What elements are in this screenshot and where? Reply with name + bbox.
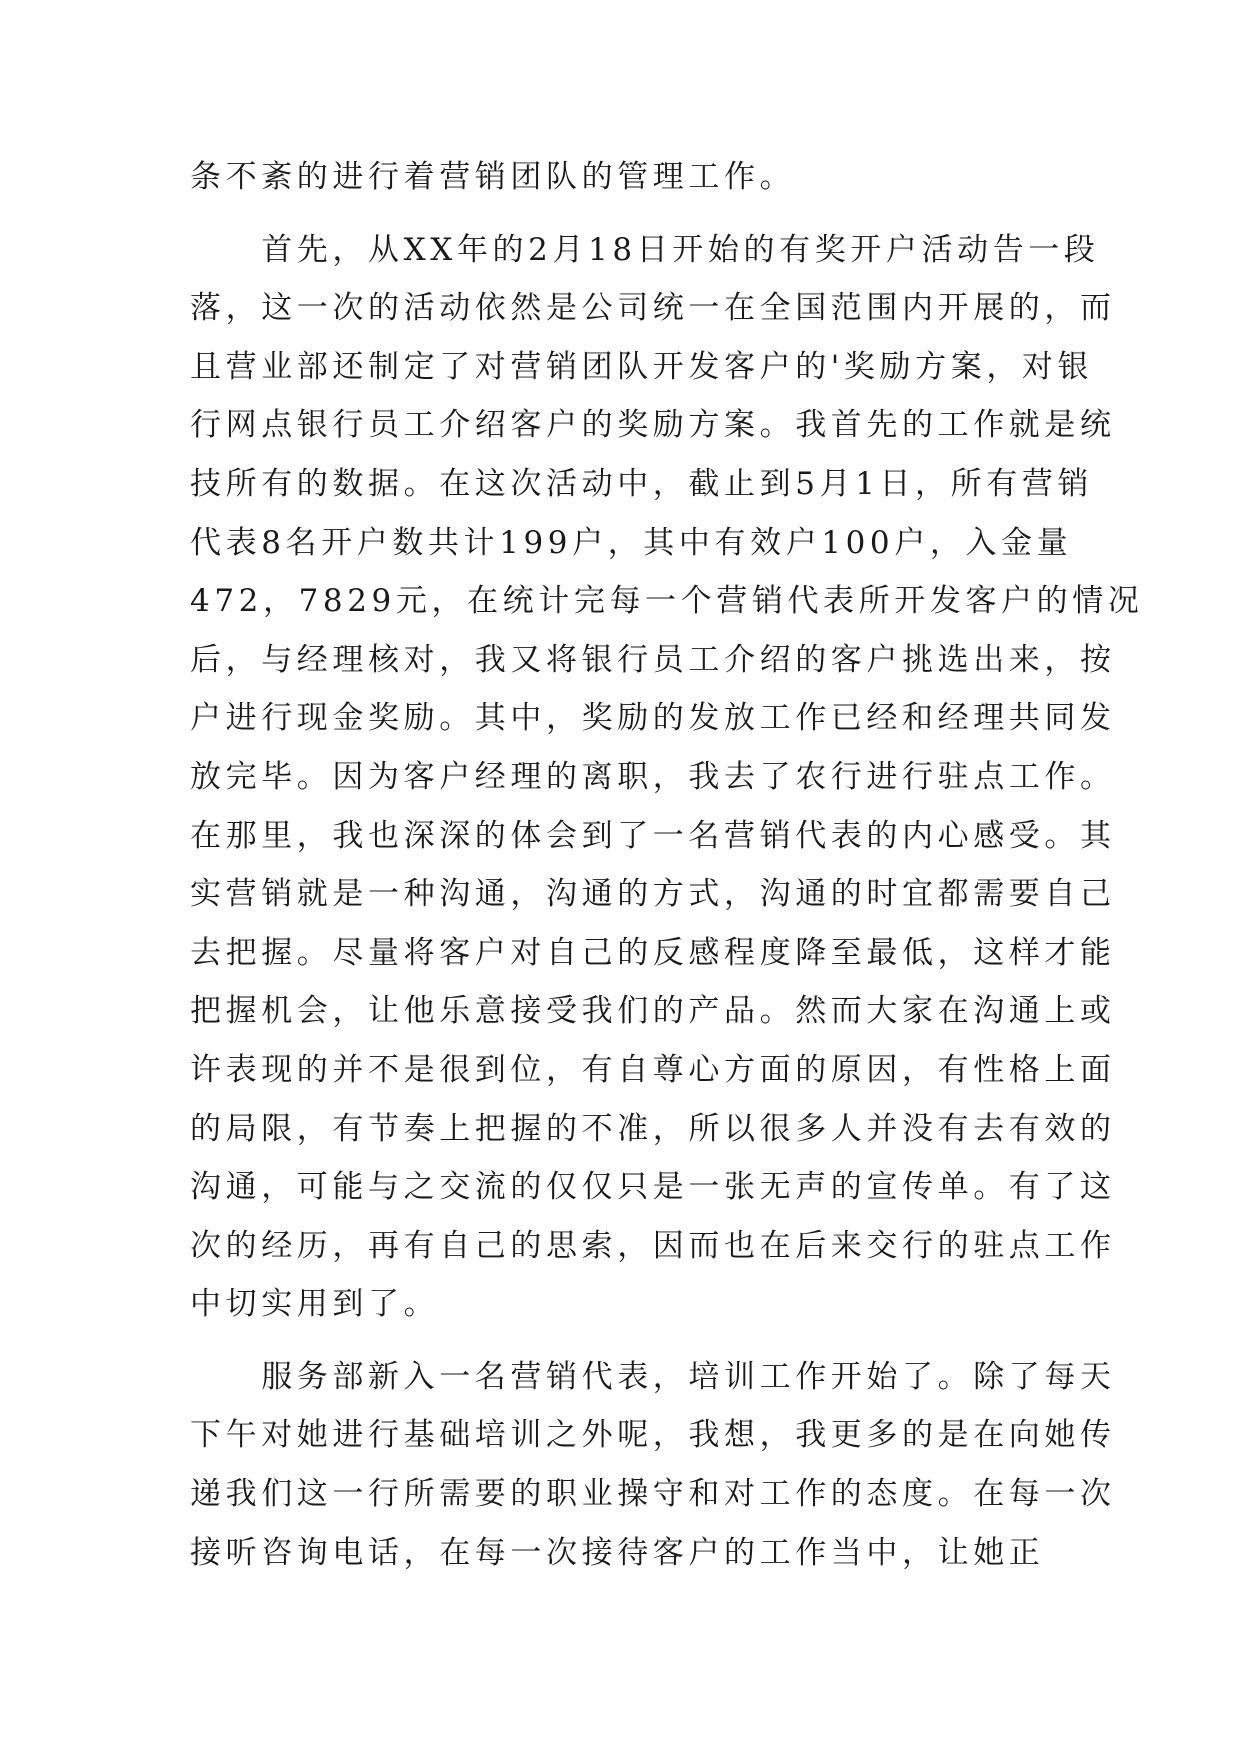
text-line: 许表现的并不是很到位，有自尊心方面的原因，有性格上面 [190,1051,1116,1088]
text-line: 去把握。尽量将客户对自己的反感程度降至最低，这样才能 [190,934,1116,971]
text-line: 后，与经理核对，我又将银行员工介绍的客户挑选出来，按 [190,641,1116,678]
paragraph [190,148,1070,207]
text-line: 服务部新入一名营销代表，培训工作开始了。除了每天 [190,1358,1116,1395]
text-line: 递我们这一行所需要的职业操守和对工作的态度。在每一次 [190,1476,1116,1513]
text-line: 条不紊的进行着营销团队的管理工作。 [190,159,796,195]
paragraph [190,221,1144,1334]
text-line: 首先，从XX年的2月18日开始的有奖开户活动告一段 [190,231,1100,268]
text-line: 户进行现金奖励。其中，奖励的发放工作已经和经理共同发 [190,700,1116,737]
text-line: 技所有的数据。在这次活动中，截止到5月1日，所有营销 [190,465,1094,502]
text-line: 472，7829元，在统计完每一个营销代表所开发客户的情况 [190,583,1144,620]
text-line: 且营业部还制定了对营销团队开发客户的'奖励方案，对银 [190,348,1094,385]
text-line: 实营销就是一种沟通，沟通的方式，沟通的时宜都需要自己 [190,876,1116,913]
text-line: 把握机会，让他乐意接受我们的产品。然而大家在沟通上或 [190,993,1116,1030]
body-text [190,148,1144,1582]
text-line: 接听咨询电话，在每一次接待客户的工作当中，让她正 [190,1534,1045,1571]
text-line: 落，这一次的活动依然是公司统一在全国范围内开展的，而 [190,290,1116,327]
text-line: 在那里，我也深深的体会到了一名营销代表的内心感受。其 [190,817,1116,854]
text-line: 的局限，有节奏上把握的不准，所以很多人并没有去有效的 [190,1110,1116,1147]
text-line: 下午对她进行基础培训之外呢，我想，我更多的是在向她传 [190,1417,1116,1454]
text-line: 次的经历，再有自己的思索，因而也在后来交行的驻点工作 [190,1227,1116,1264]
text-line: 代表8名开户数共计199户，其中有效户100户，入金量 [190,524,1073,561]
text-line: 沟通，可能与之交流的仅仅只是一张无声的宣传单。有了这 [190,1169,1116,1206]
text-line: 行网点银行员工介绍客户的奖励方案。我首先的工作就是统 [190,407,1116,444]
text-line: 中切实用到了。 [190,1286,440,1323]
paragraph [190,1348,1116,1582]
text-line: 放完毕。因为客户经理的离职，我去了农行进行驻点工作。 [190,758,1116,795]
